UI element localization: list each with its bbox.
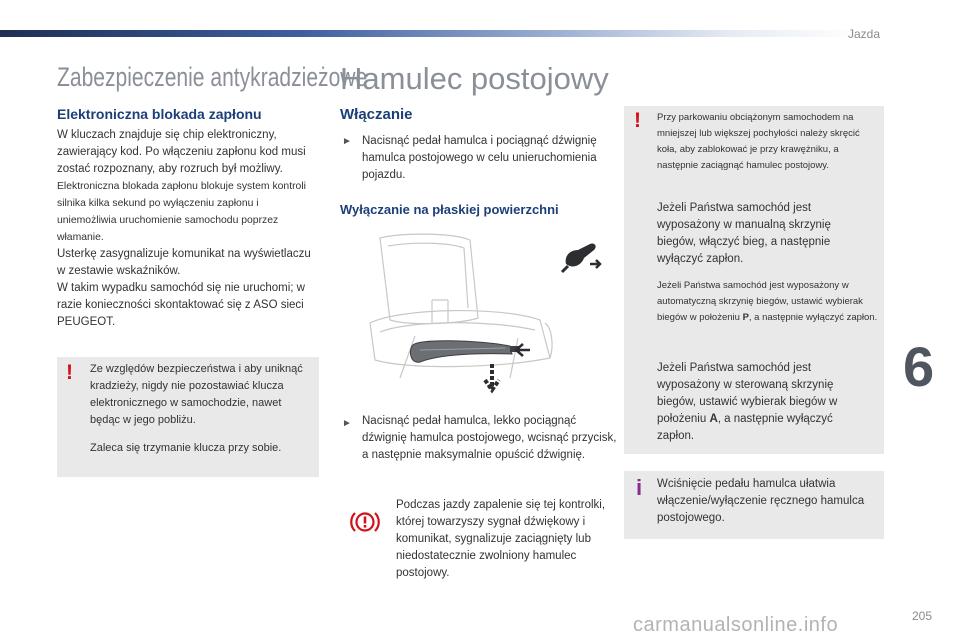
paragraph: Elektroniczna blokada zapłonu blokuje system kontroli silnika kilka sekund po wyłączeniu zapłonu i uniemożliwia uruchomienie samochodu poprzez włamanie. — [57, 181, 306, 243]
immobiliser-text — [57, 127, 319, 331]
info-icon: i — [636, 475, 643, 500]
info-box — [624, 471, 884, 539]
header-bar — [0, 30, 860, 37]
warning-text-slope: Przy parkowaniu obciążonym samochodem na mniejszej lub większej pochyłości należy skręcić koła, aby zablokować je przy krawężniku, a następnie zaciągnąć hamulec postojowy. — [657, 112, 860, 171]
automatic-gearbox-text — [657, 278, 881, 326]
text-span: Jeżeli Państwa samochód jest wyposażony w sterowaną skrzynię biegów, ustawić wybierak biegów w położeniu — [657, 362, 838, 425]
chapter-title: Jazda — [848, 27, 881, 41]
subtitle-immobiliser: Elektroniczna blokada zapłonu — [57, 106, 262, 122]
piloted-gearbox-text — [657, 360, 869, 445]
brake-lamp-text: Podczas jazdy zapalenie się tej kontrolki, której towarzyszy sygnał dźwiękowy i komunikat, sygnalizuje zaciągnięty lub niedostatecznie zwolniony hamulec postojowy. — [396, 499, 606, 579]
parking-brake-icon — [560, 236, 604, 274]
section-title-antitheft: Zabezpieczenie antykradzieżowe — [57, 62, 368, 92]
warning-text: Zaleca się trzymanie klucza przy sobie. — [90, 442, 282, 454]
warning-icon: ! — [634, 109, 641, 132]
step-apply: Nacisnąć pedał hamulca i pociągnąć dźwignię hamulca postojowego w celu unieruchomienia pojazdu. — [362, 135, 597, 181]
watermark: carmanualsonline.info — [633, 614, 839, 636]
text-span: , a następnie wyłączyć zapłon. — [748, 312, 878, 323]
gear-position-p: P — [742, 312, 749, 323]
paragraph: W takim wypadku samochód się nie uruchomi; w razie konieczności skontaktować się z ASO sieci PEUGEOT. — [57, 282, 305, 328]
manual-gearbox-text: Jeżeli Państwa samochód jest wyposażony w manualną skrzynię biegów, włączyć bieg, a następnie wyłączyć zapłon. — [657, 202, 831, 265]
chapter-number: 6 — [903, 335, 935, 398]
bullet-arrow-icon: ► — [342, 136, 352, 147]
warning-box-parking — [624, 106, 884, 454]
paragraph: Usterkę zasygnalizuje komunikat na wyświetlaczu w zestawie wskaźników. — [57, 248, 311, 277]
warning-box-key — [57, 357, 319, 477]
section-title-parking-brake: Hamulec postojowy — [340, 61, 609, 96]
warning-text: Ze względów bezpieczeństwa i aby uniknąć kradzieży, nigdy nie pozostawiać klucza elektronicznego w samochodzie, nawet będąc w jego pobliżu. — [90, 363, 303, 426]
parking-brake-lamp-icon — [349, 509, 381, 535]
bullet-arrow-icon: ► — [342, 418, 352, 429]
text-span: , a następnie wyłączyć zapłon. — [657, 413, 833, 442]
gear-position-a: A — [709, 413, 718, 425]
subtitle-releasing: Wyłączanie na płaskiej powierzchni — [340, 202, 559, 217]
info-text: Wciśnięcie pedału hamulca ułatwia włączenie/wyłączenie ręcznego hamulca postojowego. — [657, 478, 865, 524]
paragraph: W kluczach znajduje się chip elektroniczny, zawierający kod. Po włączeniu zapłonu kod musi zostać rozpoznany, aby rozruch był możliwy. — [57, 129, 306, 175]
warning-icon: ! — [66, 361, 73, 384]
page-number: 205 — [912, 609, 933, 623]
subtitle-applying: Włączanie — [340, 106, 413, 123]
step-release: Nacisnąć pedał hamulca, lekko pociągnąć dźwignię hamulca postojowego, wcisnąć przycisk, a następnie maksymalnie opuścić dźwignię. — [362, 415, 617, 461]
text-span: Jeżeli Państwa samochód jest wyposażony w automatyczną skrzynię biegów, ustawić wybierak biegów w położeniu — [657, 280, 863, 323]
